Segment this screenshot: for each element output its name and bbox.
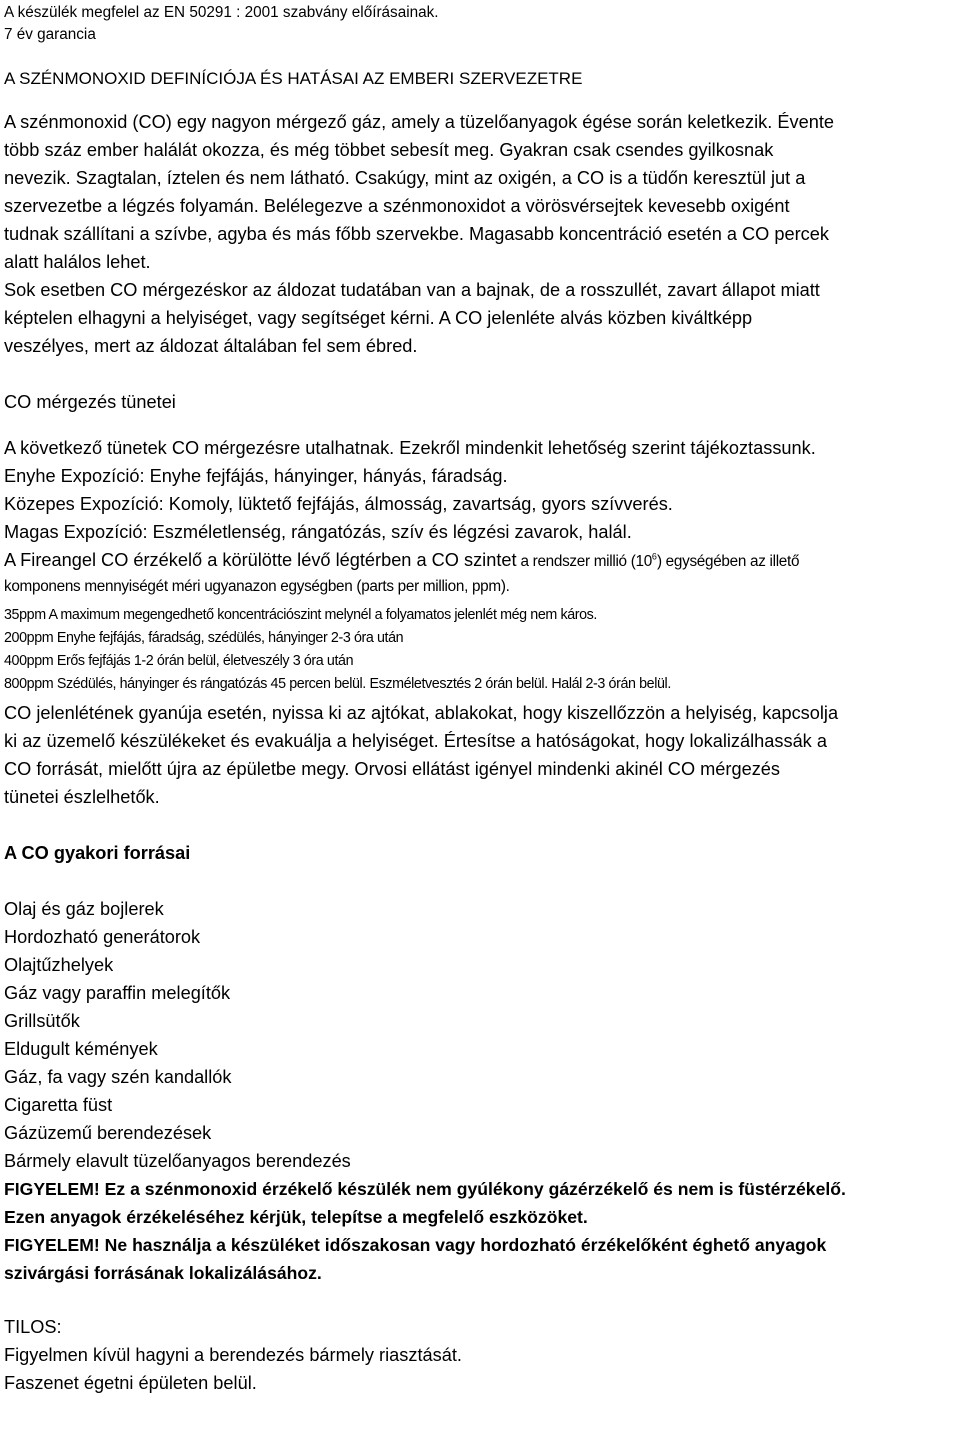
warning-block-2 xyxy=(4,1231,956,1287)
symptom-line: Közepes Expozíció: Komoly, lüktető fejfájás, álmosság, zavartság, gyors szívverés. xyxy=(4,494,673,514)
warning-label: FIGYELEM! xyxy=(4,1235,100,1255)
ppm-line: 200ppm Enyhe fejfájás, fáradság, szédülés, hányinger 2-3 óra után xyxy=(4,630,404,646)
paragraph-line: több száz ember halálát okozza, és még többet sebesít meg. Gyakran csak csendes gyilkosnak xyxy=(4,140,774,160)
ppm-line: 400ppm Erős fejfájás 1-2 órán belül, életveszély 3 óra után xyxy=(4,653,354,669)
advice-line: ki az üzemelő készülékeket és evakuálja a helyiséget. Értesítse a hatóságokat, hogy lokalizálhassák a xyxy=(4,731,827,751)
symptoms-list xyxy=(4,434,956,546)
source-item: Hordozható generátorok xyxy=(4,927,201,947)
fireangel-line-2: komponens mennyiségét méri ugyanazon egységben (parts per million, ppm). xyxy=(4,578,510,595)
sources-list xyxy=(4,895,956,1175)
definition-paragraph-2 xyxy=(4,276,956,360)
fireangel-text-b: a rendszer millió (10 xyxy=(516,553,652,570)
fireangel-line xyxy=(4,546,956,576)
fireangel-exponent: 6 xyxy=(651,551,657,562)
ppm-line: 800ppm Szédülés, hányinger és rángatózás 45 percen belül. Eszméletvesztés 2 órán belül. Halál 2-3 órán belül. xyxy=(4,676,671,692)
source-item: Eldugult kémények xyxy=(4,1039,158,1059)
paragraph-line: Sok esetben CO mérgezéskor az áldozat tudatában van a bajnak, de a rosszullét, zavart állapot miatt xyxy=(4,280,820,300)
paragraph-line: veszélyes, mert az áldozat általában fel sem ébred. xyxy=(4,336,418,356)
source-item: Gázüzemű berendezések xyxy=(4,1123,212,1143)
prohibited-item: Faszenet égetni épületen belül. xyxy=(4,1373,257,1393)
source-item: Cigaretta füst xyxy=(4,1095,113,1115)
source-item: Grillsütők xyxy=(4,1011,80,1031)
source-item: Olajtűzhelyek xyxy=(4,955,114,975)
document-page xyxy=(0,2,960,1448)
fireangel-text-a: A Fireangel CO érzékelő a körülötte lévő légtérben a CO szintet xyxy=(4,550,517,570)
advice-line: CO forrását, mielőtt újra az épületbe megy. Orvosi ellátást igényel mindenki akinél CO mérgezés xyxy=(4,759,780,779)
fireangel-text-c: ) egységében az illető xyxy=(656,553,800,570)
paragraph-line: alatt halálos lehet. xyxy=(4,252,151,272)
advice-paragraph xyxy=(4,699,956,811)
advice-line: tünetei észlelhetők. xyxy=(4,787,160,807)
symptom-line: A következő tünetek CO mérgezésre utalhatnak. Ezekről mindenkit lehetőség szerint tájékoztassunk. xyxy=(4,438,816,458)
source-item: Gáz vagy paraffin melegítők xyxy=(4,983,231,1003)
prohibited-item: Figyelmen kívül hagyni a berendezés bármely riasztását. xyxy=(4,1345,462,1365)
warranty-line: 7 év garancia xyxy=(4,26,96,43)
section-heading-symptoms: CO mérgezés tünetei xyxy=(4,392,176,412)
symptom-line: Enyhe Expozíció: Enyhe fejfájás, hányinger, hányás, fáradság. xyxy=(4,466,508,486)
prohibited-heading: TILOS: xyxy=(4,1317,62,1337)
symptom-line: Magas Expozíció: Eszméletlenség, rángatózás, szív és légzési zavarok, halál. xyxy=(4,522,632,542)
section-heading-sources: A CO gyakori forrásai xyxy=(4,843,191,863)
advice-line: CO jelenlétének gyanúja esetén, nyissa ki az ajtókat, ablakokat, hogy kiszellőzzön a helyiség, kapcsolja xyxy=(4,703,839,723)
paragraph-line: képtelen elhagyni a helyiséget, vagy segítséget kérni. A CO jelenléte alvás közben kiváltképp xyxy=(4,308,753,328)
warning-label: FIGYELEM! xyxy=(4,1179,100,1199)
prohibited-list xyxy=(4,1341,956,1397)
source-item: Olaj és gáz bojlerek xyxy=(4,899,164,919)
source-item: Bármely elavult tüzelőanyagos berendezés xyxy=(4,1151,351,1171)
definition-paragraph-1 xyxy=(4,108,956,276)
paragraph-line: nevezik. Szagtalan, íztelen és nem látható. Csakúgy, mint az oxigén, a CO is a tüdőn keresztül jut a xyxy=(4,168,806,188)
warning-text-line-2: Ezen anyagok érzékeléséhez kérjük, telepítse a megfelelő eszközöket. xyxy=(4,1207,588,1227)
source-item: Gáz, fa vagy szén kandallók xyxy=(4,1067,232,1087)
ppm-line: 35ppm A maximum megengedhető koncentrációszint melynél a folyamatos jelenlét még nem káros. xyxy=(4,607,597,623)
warning-text: Ez a szénmonoxid érzékelő készülék nem gyúlékony gázérzékelő és nem is füstérzékelő. xyxy=(99,1179,846,1199)
section-heading-definition: A SZÉNMONOXID DEFINÍCIÓJA ÉS HATÁSAI AZ EMBERI SZERVEZETRE xyxy=(4,69,583,88)
paragraph-line: szervezetbe a légzés folyamán. Belélegezve a szénmonoxidot a vörösvérsejtek kevesebb oxigént xyxy=(4,196,790,216)
warning-text: Ne használja a készüléket időszakosan vagy hordozható érzékelőként éghető anyagok xyxy=(99,1235,827,1255)
warning-text-line-2: szivárgási forrásának lokalizálásához. xyxy=(4,1263,322,1283)
ppm-list xyxy=(4,604,956,696)
paragraph-line: tudnak szállítani a szívbe, agyba és más főbb szervekbe. Magasabb koncentráció esetén a CO percek xyxy=(4,224,829,244)
paragraph-line: A szénmonoxid (CO) egy nagyon mérgező gáz, amely a tüzelőanyagok égése során keletkezik. Évente xyxy=(4,112,835,132)
warning-block-1 xyxy=(4,1175,956,1231)
compliance-line: A készülék megfelel az EN 50291 : 2001 szabvány előírásainak. xyxy=(4,4,439,21)
